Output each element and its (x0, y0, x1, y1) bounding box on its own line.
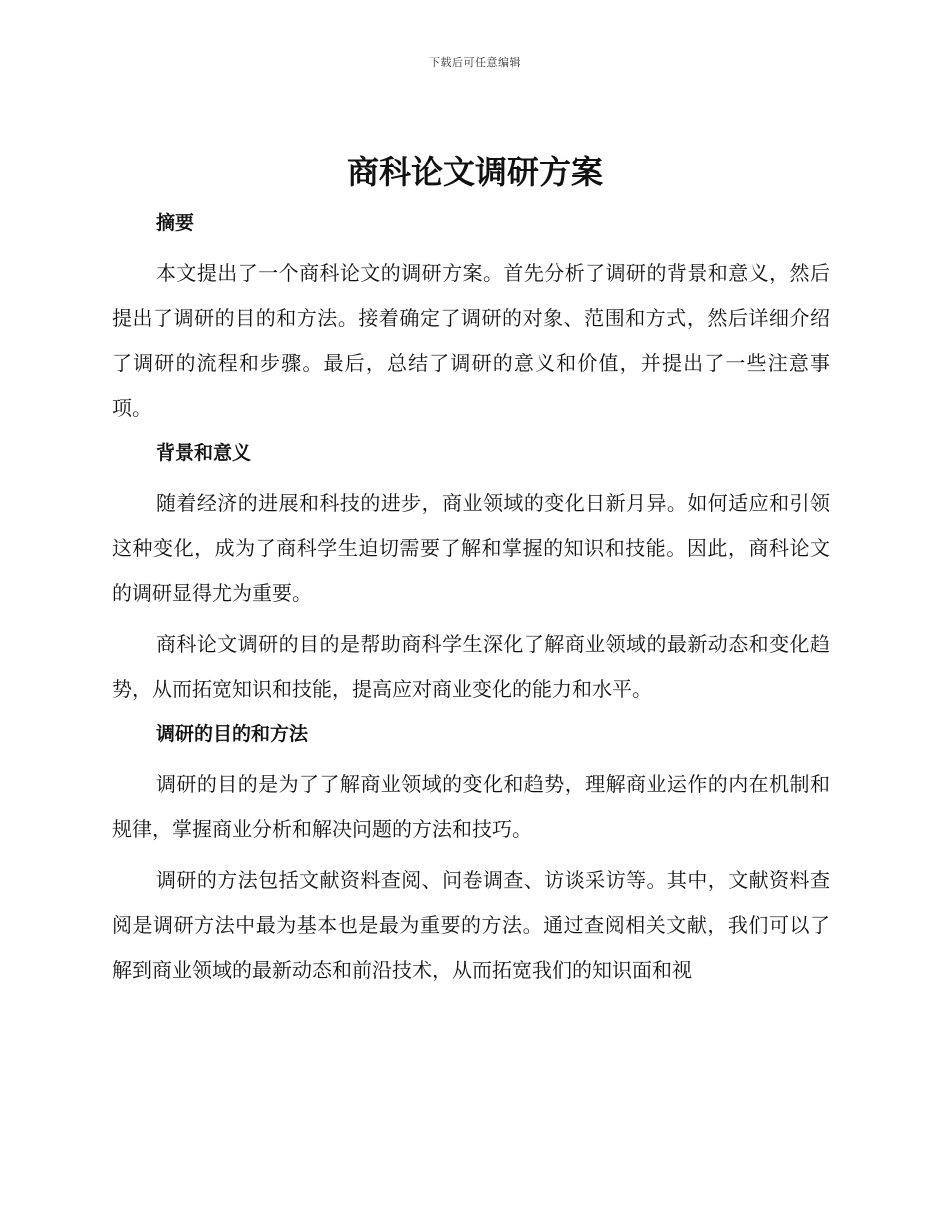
abstract-paragraph: 本文提出了一个商科论文的调研方案。首先分析了调研的背景和意义，然后提出了调研的目的和方法。接着确定了调研的对象、范围和方式，然后详细介绍了调研的流程和步骤。最后，总结了调研的意义和价值，并提出了一些注意事项。 (112, 261, 830, 420)
background-paragraph-2: 商科论文调研的目的是帮助商科学生深化了解商业领域的最新动态和变化趋势，从而拓宽知识和技能，提高应对商业变化的能力和水平。 (112, 632, 830, 701)
document-body (112, 205, 830, 993)
purpose-paragraph: 调研的目的是为了了解商业领域的变化和趋势，理解商业运作的内在机制和规律，掌握商业分析和解决问题的方法和技巧。 (112, 772, 830, 841)
section-heading-purpose-methods: 调研的目的和方法 (156, 723, 309, 745)
section-background (112, 435, 830, 712)
section-heading-abstract: 摘要 (156, 212, 195, 234)
section-purpose-methods (112, 716, 830, 993)
methods-paragraph: 调研的方法包括文献资料查阅、问卷调查、访谈采访等。其中，文献资料查阅是调研方法中最为基本也是最为重要的方法。通过查阅相关文献，我们可以了解到商业领域的最新动态和前沿技术，从而拓宽我们的知识面和视 (112, 868, 830, 982)
section-abstract (112, 205, 830, 431)
document-title: 商科论文调研方案 (346, 153, 603, 191)
background-paragraph-1: 随着经济的进展和科技的进步，商业领域的变化日新月异。如何适应和引领这种变化，成为了商科学生迫切需要了解和掌握的知识和技能。因此，商科论文的调研显得尤为重要。 (112, 491, 830, 605)
page-header-note: 下载后可任意编辑 (429, 56, 521, 69)
section-heading-background: 背景和意义 (156, 442, 252, 464)
